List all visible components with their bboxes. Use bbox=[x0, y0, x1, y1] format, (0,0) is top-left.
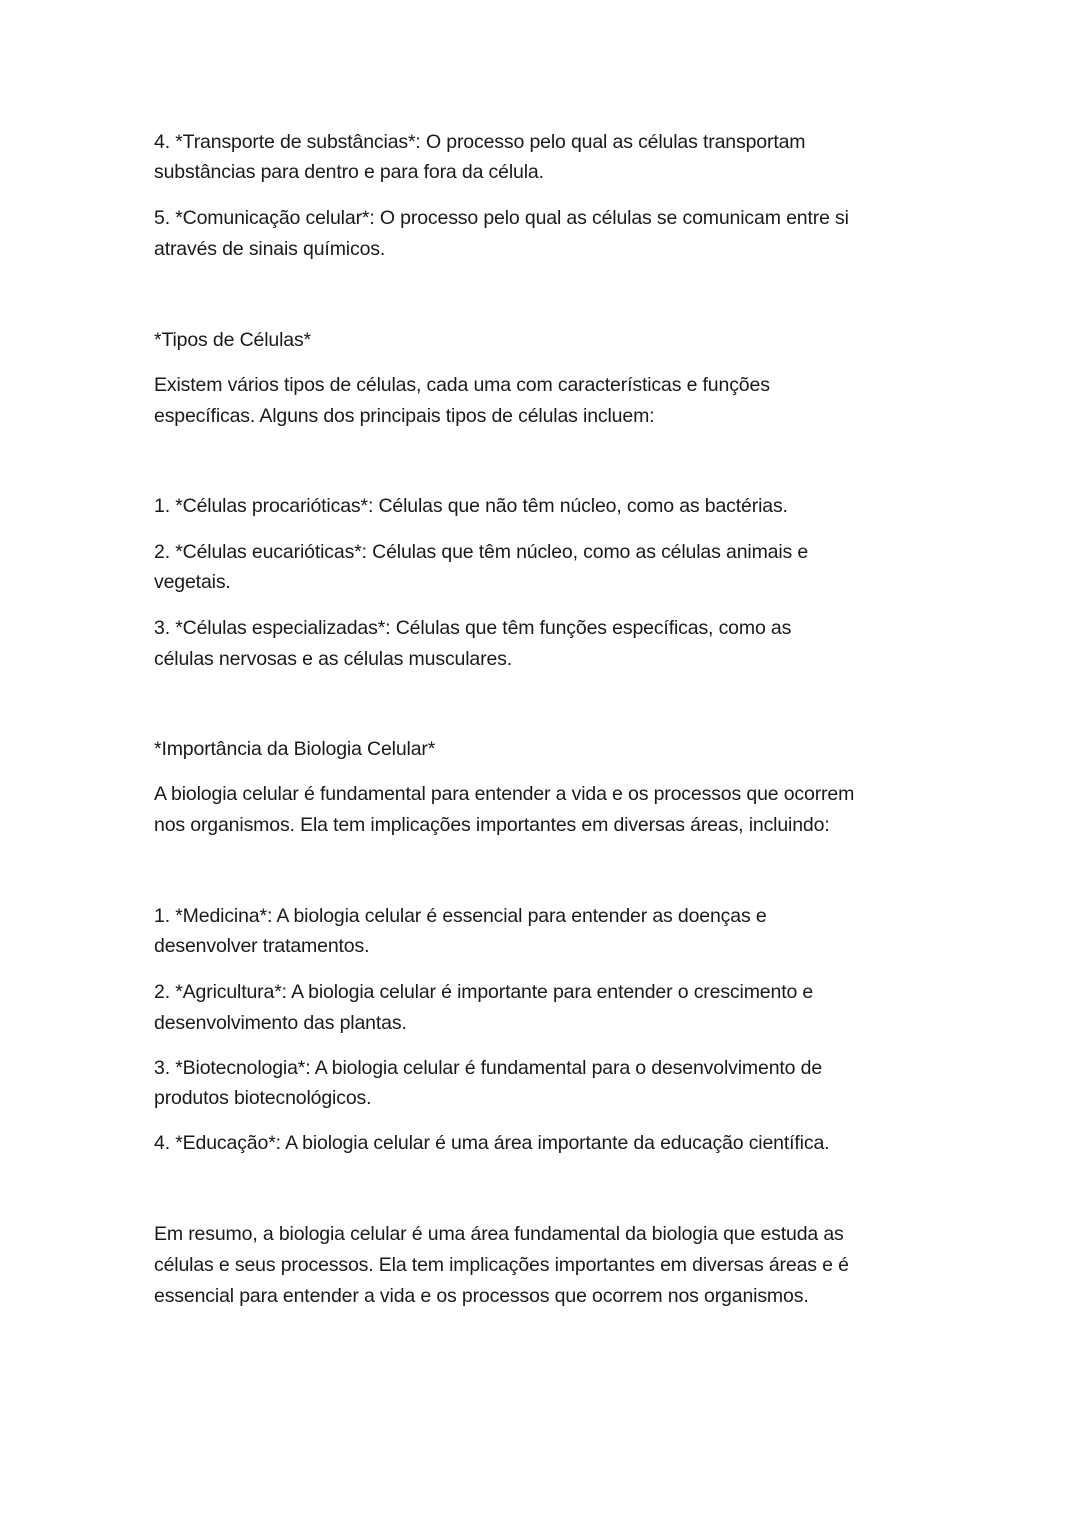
text-line: desenvolver tratamentos. bbox=[154, 935, 370, 957]
text-line: através de sinais químicos. bbox=[154, 238, 386, 260]
text-line: Existem vários tipos de células, cada uma com características e funções bbox=[154, 374, 770, 396]
text-line: nos organismos. Ela tem implicações importantes em diversas áreas, incluindo: bbox=[154, 814, 830, 836]
text-line: produtos biotecnológicos. bbox=[154, 1087, 372, 1109]
text-line: Em resumo, a biologia celular é uma área fundamental da biologia que estuda as bbox=[154, 1223, 844, 1245]
section-heading: *Tipos de Células* bbox=[154, 329, 311, 351]
text-line: 2. *Células eucarióticas*: Células que têm núcleo, como as células animais e bbox=[154, 541, 809, 563]
text-line: 5. *Comunicação celular*: O processo pelo qual as células se comunicam entre si bbox=[154, 207, 849, 229]
text-line: 1. *Medicina*: A biologia celular é essencial para entender as doenças e bbox=[154, 905, 767, 927]
text-line: células nervosas e as células musculares. bbox=[154, 648, 513, 670]
text-line: 1. *Células procarióticas*: Células que não têm núcleo, como as bactérias. bbox=[154, 495, 788, 517]
text-line: 3. *Células especializadas*: Células que têm funções específicas, como as bbox=[154, 617, 792, 639]
section-heading: *Importância da Biologia Celular* bbox=[154, 738, 436, 760]
text-line: substâncias para dentro e para fora da célula. bbox=[154, 161, 544, 183]
text-line: 4. *Transporte de substâncias*: O processo pelo qual as células transportam bbox=[154, 131, 806, 153]
text-line: 2. *Agricultura*: A biologia celular é importante para entender o crescimento e bbox=[154, 981, 814, 1003]
text-line: desenvolvimento das plantas. bbox=[154, 1012, 407, 1034]
text-line: A biologia celular é fundamental para entender a vida e os processos que ocorrem bbox=[154, 783, 855, 805]
text-line: células e seus processos. Ela tem implicações importantes em diversas áreas e é bbox=[154, 1254, 849, 1276]
text-line: essencial para entender a vida e os processos que ocorrem nos organismos. bbox=[154, 1285, 809, 1307]
text-line: 3. *Biotecnologia*: A biologia celular é fundamental para o desenvolvimento de bbox=[154, 1057, 823, 1079]
text-line: 4. *Educação*: A biologia celular é uma área importante da educação científica. bbox=[154, 1132, 830, 1154]
text-line: específicas. Alguns dos principais tipos de células incluem: bbox=[154, 405, 655, 427]
text-line: vegetais. bbox=[154, 571, 231, 593]
